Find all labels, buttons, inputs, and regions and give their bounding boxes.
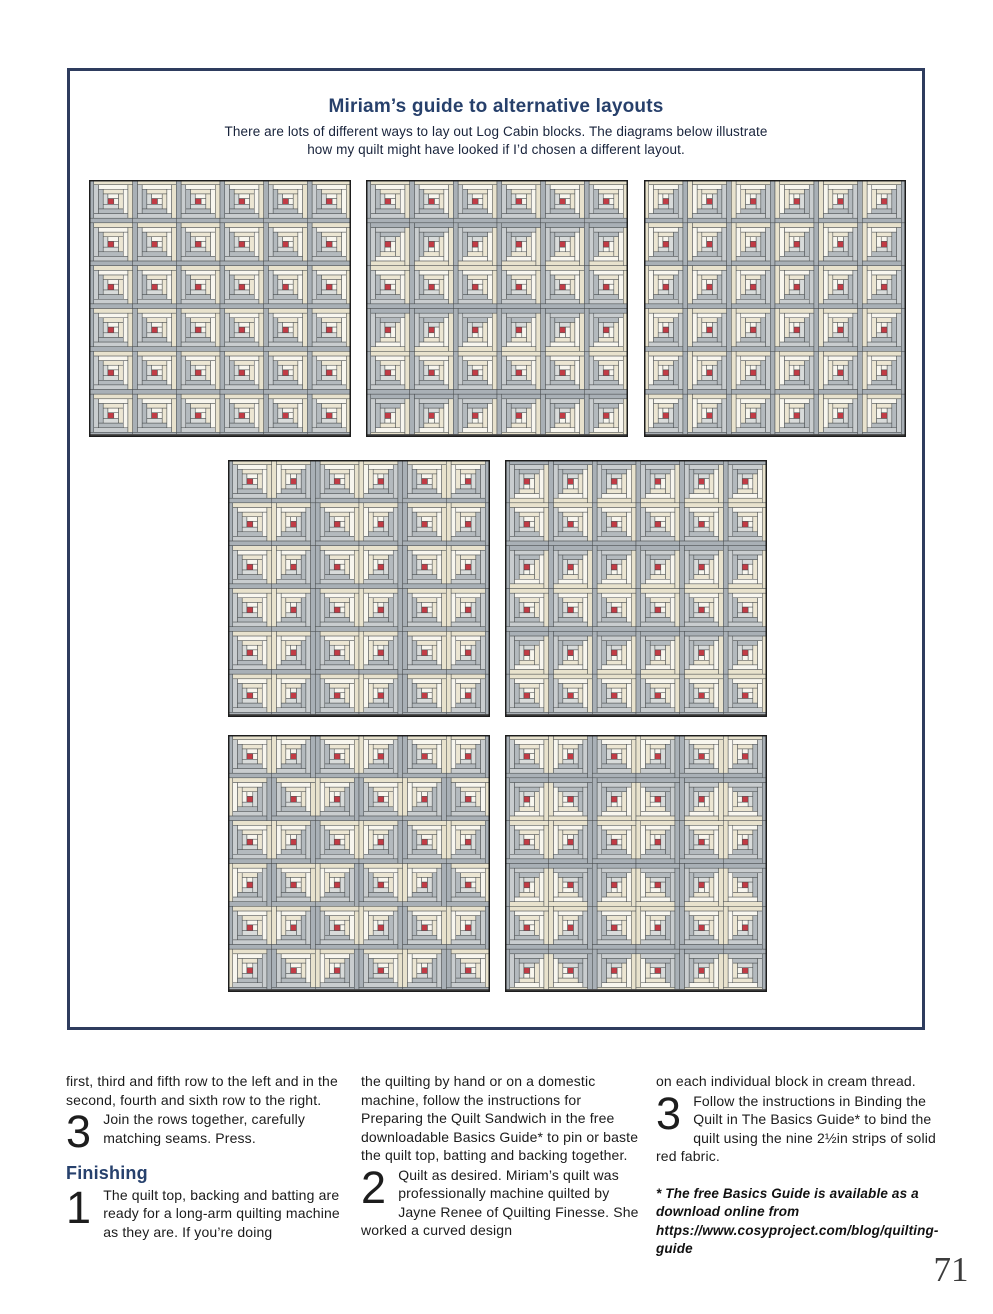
quilt-diagram-svg (89, 180, 351, 437)
quilt-layout-diagram-7 (505, 735, 767, 992)
panel-title: Miriam’s guide to alternative layouts (328, 96, 664, 117)
panel-subtitle-line1: There are lots of different ways to lay out Log Cabin blocks. The diagrams below illustrate (224, 124, 768, 139)
step-number: 3 (66, 1106, 92, 1157)
page-number: 71 (933, 1250, 969, 1289)
quilt-diagram-svg (228, 735, 490, 992)
panel-subtitle-line2: how my quilt might have looked if I’d chosen a different layout. (307, 142, 685, 157)
step-2-quilting (361, 1161, 644, 1240)
quilt-diagram-svg (505, 460, 767, 717)
quilt-layout-diagram-4 (228, 460, 490, 717)
quilt-diagram-svg (366, 180, 628, 437)
step-number: 3 (656, 1087, 682, 1139)
quilt-diagram-svg (644, 180, 906, 437)
step-3-binding (656, 1087, 937, 1166)
quilt-diagram-svg (505, 735, 767, 992)
step-3-joining (66, 1106, 349, 1157)
continuation-paragraph: the quilting by hand or on a domestic machine, follow the instructions for Preparing the Quilt Sandwich in the free downloadable Basics Guide* to pin or baste the quilt top, batting and backing together. (361, 1073, 639, 1163)
text-column-1 (66, 1072, 349, 1241)
basics-guide-footnote: * The free Basics Guide is available as a download online from https://www.cosyproject.com/blog/quilting-guide (656, 1185, 939, 1256)
quilt-layout-diagram-1 (89, 180, 351, 437)
quilt-layout-diagram-5 (505, 460, 767, 717)
quilt-layout-diagram-2 (366, 180, 628, 437)
quilt-layout-diagram-3 (644, 180, 906, 437)
continuation-paragraph: first, third and fifth row to the left and in the second, fourth and sixth row to the right. (66, 1073, 338, 1108)
step-text: The quilt top, backing and batting are ready for a long-arm quilting machine as they are. If you’re doing (103, 1186, 340, 1240)
quilt-layout-diagram-6 (228, 735, 490, 992)
step-text: Join the rows together, carefully matching seams. Press. (103, 1111, 306, 1146)
text-column-2 (361, 1072, 644, 1240)
step-number: 2 (361, 1161, 387, 1213)
text-column-3 (656, 1072, 937, 1259)
step-text: Quilt as desired. Miriam’s quilt was professionally machine quilted by Jayne Renee of Quilting Finesse. She worked a curved design (361, 1166, 639, 1238)
quilt-diagram-svg (228, 460, 490, 717)
step-number: 1 (66, 1181, 92, 1233)
step-1-finishing (66, 1181, 349, 1242)
continuation-paragraph: on each individual block in cream thread. (656, 1073, 916, 1089)
step-text: Follow the instructions in Binding the Quilt in The Basics Guide* to bind the quilt using the nine 2½in strips of solid red fabric. (656, 1092, 936, 1164)
finishing-heading: Finishing (66, 1163, 148, 1183)
panel-subtitle (70, 123, 922, 159)
